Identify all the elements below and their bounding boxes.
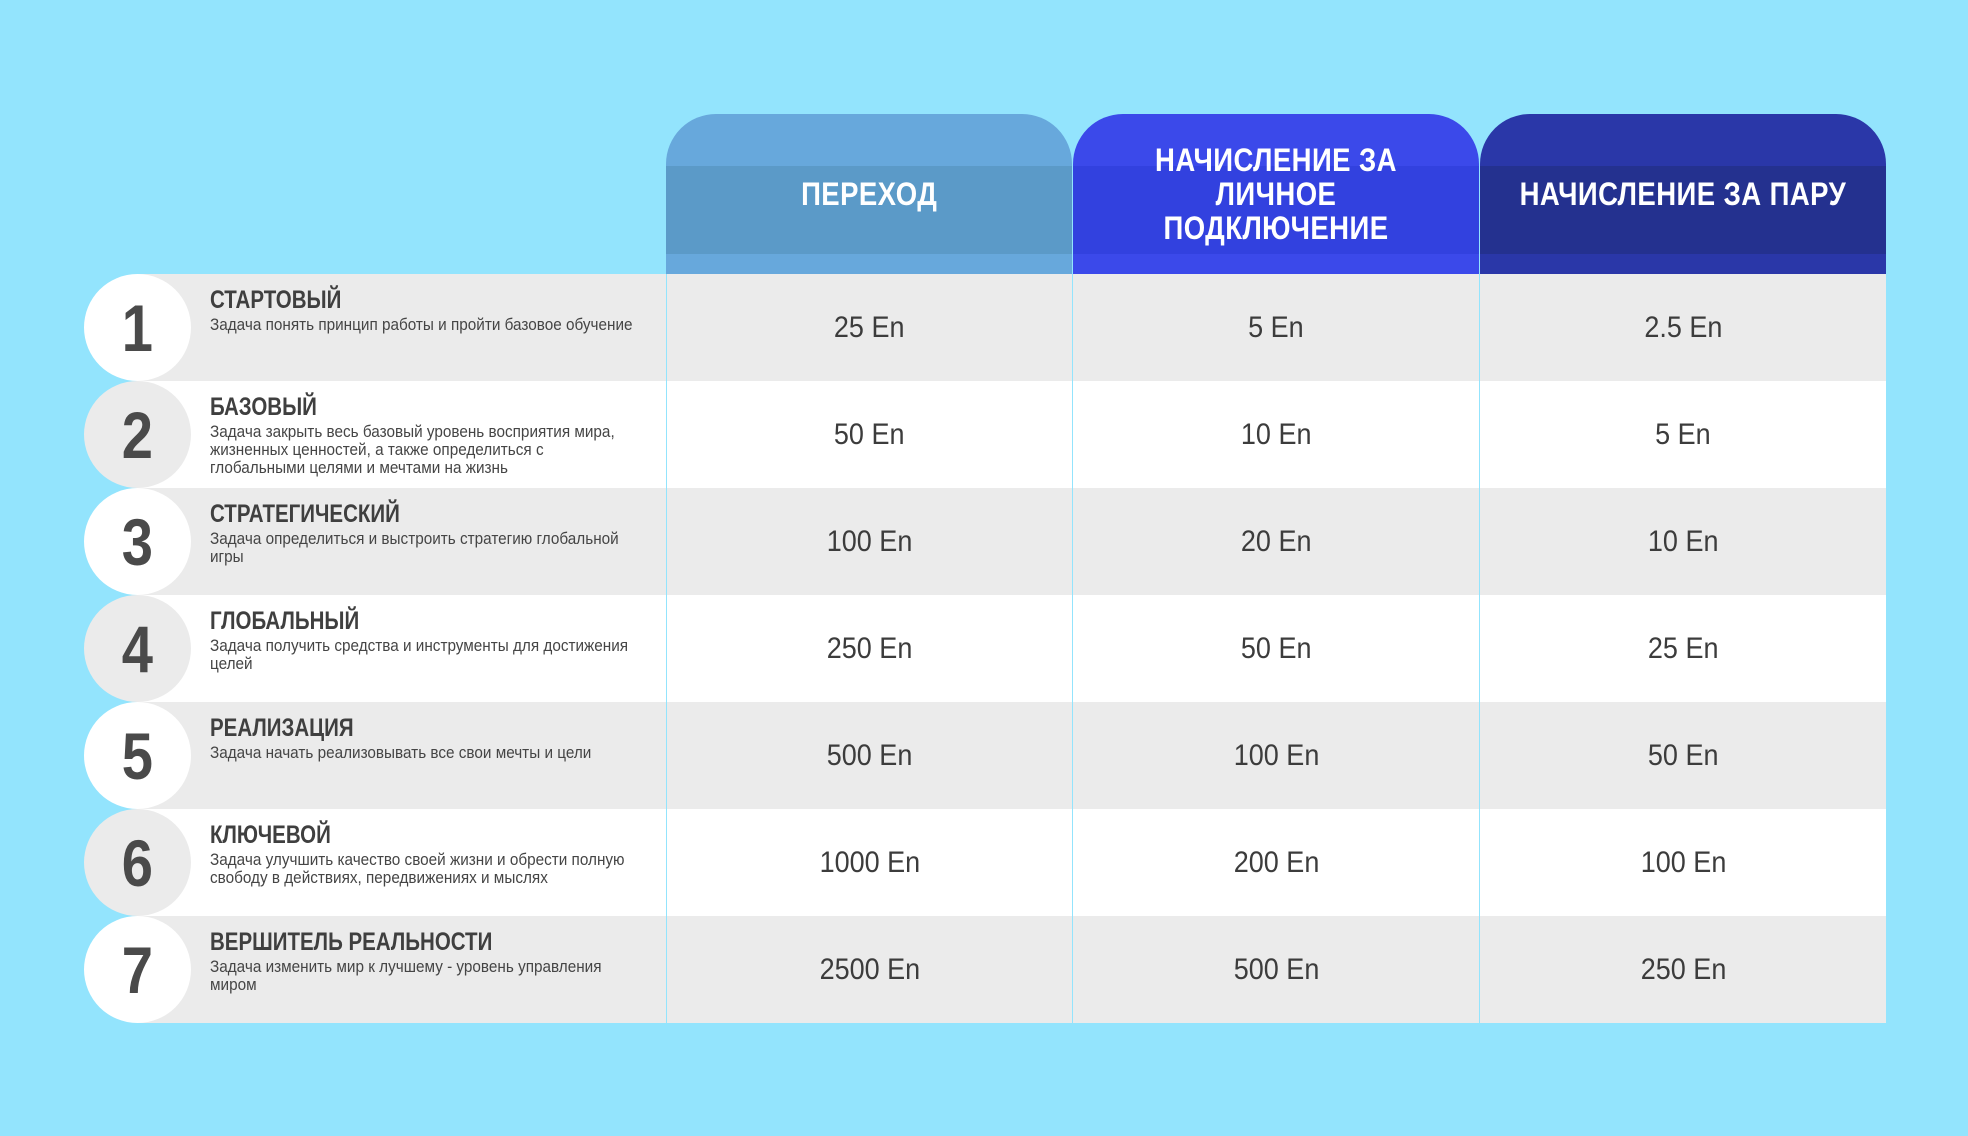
value-pair-accrual: 2.5 En [1644,310,1723,344]
value-transition: 100 En [826,524,913,558]
header-transition [666,114,1072,274]
level-number-badge [84,488,191,595]
level-number-badge [84,702,191,809]
value-transition: 25 En [834,310,905,344]
level-number: 6 [121,825,154,900]
value-pair-accrual: 100 En [1640,845,1726,879]
value-pair-accrual-cell [1480,916,1886,1023]
value-personal-connection: 10 En [1241,417,1312,451]
table-row [84,916,1886,1023]
value-pair-accrual-cell [1480,488,1886,595]
level-name: СТАРТОВЫЙ [210,286,342,314]
table-header [666,114,1886,274]
level-text [210,607,650,673]
level-description: Задача улучшить качество своей жизни и обрести полную свободу в действиях, передвижениях и мыслях [210,850,625,887]
value-transition-cell [667,702,1073,809]
level-text [210,928,650,994]
level-number: 5 [121,718,154,793]
header-label: НАЧИСЛЕНИЕ ЗА ЛИЧНОЕ ПОДКЛЮЧЕНИЕ [1155,142,1397,246]
table-row [84,809,1886,916]
level-label-cell [84,595,666,702]
level-description: Задача понять принцип работы и пройти базовое обучение [210,315,633,334]
level-number-badge [84,809,191,916]
level-number-badge [84,595,191,702]
level-number-badge [84,274,191,381]
value-personal-connection: 200 En [1233,845,1320,879]
value-personal-connection-cell [1073,809,1479,916]
table-row [84,488,1886,595]
value-pair-accrual-cell [1480,274,1886,381]
level-description: Задача закрыть весь базовый уровень восприятия мира, жизненных ценностей, а также определиться с глобальными целями и мечтами на жизнь [210,422,615,477]
level-number-badge [84,381,191,488]
level-description: Задача изменить мир к лучшему - уровень управления миром [210,957,602,994]
value-transition: 500 En [826,738,913,772]
level-label-cell [84,274,666,381]
level-name: СТРАТЕГИЧЕСКИЙ [210,500,400,528]
value-transition: 50 En [834,417,905,451]
value-personal-connection-cell [1073,595,1479,702]
header-pair-accrual [1480,114,1886,274]
level-label-cell [84,381,666,488]
value-transition-cell [667,488,1073,595]
level-name: БАЗОВЫЙ [210,393,317,421]
level-number: 1 [121,290,154,365]
level-number: 7 [121,932,154,1007]
value-personal-connection-cell [1073,488,1479,595]
level-text [210,500,650,566]
level-number: 3 [121,504,154,579]
header-label: ПЕРЕХОД [800,176,938,212]
value-transition-cell [667,809,1073,916]
value-transition-cell [667,381,1073,488]
level-description: Задача начать реализовывать все свои мечты и цели [210,743,592,762]
value-transition: 250 En [826,631,913,665]
value-transition-cell [667,274,1073,381]
level-name: ГЛОБАЛЬНЫЙ [210,607,360,635]
table-row [84,595,1886,702]
value-pair-accrual: 250 En [1640,952,1726,986]
table-body [84,274,1886,1023]
level-text [210,286,650,334]
value-pair-accrual: 5 En [1655,417,1711,451]
level-description: Задача определиться и выстроить стратегию глобальной игры [210,529,619,566]
value-personal-connection-cell [1073,381,1479,488]
level-number: 4 [121,611,154,686]
level-description: Задача получить средства и инструменты для достижения целей [210,636,629,673]
level-number-badge [84,916,191,1023]
value-personal-connection-cell [1073,274,1479,381]
value-transition-cell [667,595,1073,702]
level-text [210,714,650,762]
level-text [210,821,650,887]
value-pair-accrual-cell [1480,809,1886,916]
level-name: КЛЮЧЕВОЙ [210,821,331,849]
header-label: НАЧИСЛЕНИЕ ЗА ПАРУ [1519,176,1847,212]
value-personal-connection: 20 En [1241,524,1312,558]
value-personal-connection: 50 En [1241,631,1312,665]
value-pair-accrual: 10 En [1647,524,1719,558]
level-label-cell [84,809,666,916]
value-transition-cell [667,916,1073,1023]
level-number: 2 [121,397,154,472]
value-personal-connection-cell [1073,916,1479,1023]
value-pair-accrual-cell [1480,381,1886,488]
table-row [84,381,1886,488]
level-name: ВЕРШИТЕЛЬ РЕАЛЬНОСТИ [210,928,493,956]
header-personal-connection [1073,114,1479,274]
value-transition: 1000 En [819,845,920,879]
table-row [84,702,1886,809]
value-personal-connection-cell [1073,702,1479,809]
value-transition: 2500 En [819,952,920,986]
value-pair-accrual: 25 En [1647,631,1719,665]
value-personal-connection: 5 En [1248,310,1305,344]
level-label-cell [84,702,666,809]
table-row [84,274,1886,381]
value-pair-accrual-cell [1480,702,1886,809]
value-pair-accrual-cell [1480,595,1886,702]
level-label-cell [84,488,666,595]
value-personal-connection: 100 En [1233,738,1320,772]
level-text [210,393,650,477]
level-label-cell [84,916,666,1023]
value-personal-connection: 500 En [1233,952,1320,986]
value-pair-accrual: 50 En [1647,738,1719,772]
level-name: РЕАЛИЗАЦИЯ [210,714,354,742]
